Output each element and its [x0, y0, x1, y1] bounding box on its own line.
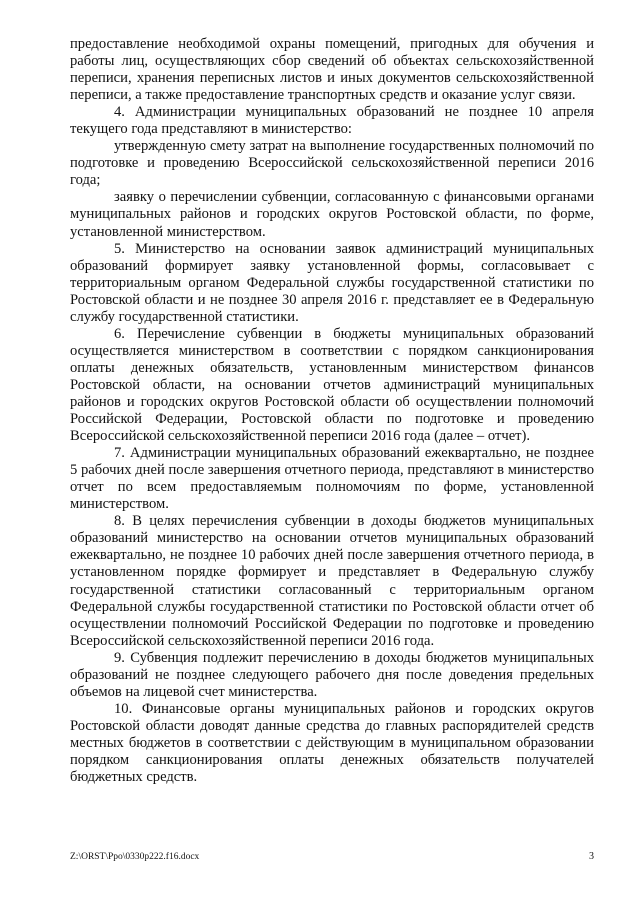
paragraph-4-deadline: 4. Администрации муниципальных образований не позднее 10 апреля текущего года представляют в министерство: — [70, 104, 594, 138]
paragraph-4-cost-estimate: утвержденную смету затрат на выполнение государственных полномочий по подготовке и проведению Всероссийской сельскохозяйственной переписи 2016 года; — [70, 138, 594, 189]
paragraph-7: 7. Администрации муниципальных образований ежеквартально, не позднее 5 рабочих дней после завершения отчетного периода, представляют в министерство отчет по всем предоставляемым полномочиям по форме, установленной министерством. — [70, 445, 594, 513]
footer-file-path: Z:\ORST\Ppo\0330p222.f16.docx — [70, 852, 200, 862]
paragraph-6: 6. Перечисление субвенции в бюджеты муниципальных образований осуществляется министерством в соответствии с порядком санкционирования оплаты денежных обязательств, установленным министерством финансов Ростовской области, на основании отчетов администраций муниципальных районов и городских округов Ростовской области об осуществлении полномочий Российской Федерации, Ростовской области по подготовке и проведению Всероссийской сельскохозяйственной переписи 2016 года (далее – отчет). — [70, 325, 594, 445]
document-body — [70, 36, 594, 786]
paragraph-4-subvention-request: заявку о перечислении субвенции, согласованную с финансовыми органами муниципальных районов и городских округов Ростовской области, по форме, установленной министерством. — [70, 189, 594, 240]
paragraph-10: 10. Финансовые органы муниципальных районов и городских округов Ростовской области доводят данные средства до главных распорядителей средств местных бюджетов в соответствии с действующим в муниципальном образовании порядком санкционирования оплаты денежных обязательств получателей бюджетных средств. — [70, 700, 594, 786]
paragraph-continuation-services: предоставление необходимой охраны помещений, пригодных для обучения и работы лиц, осуществляющих сбор сведений об объектах сельскохозяйственной переписи, хранения переписных листов и иных документов сельскохозяйственной переписи, а также предоставление транспортных средств и оказание услуг связи. — [70, 36, 594, 104]
page-footer — [70, 850, 594, 864]
paragraph-5: 5. Министерство на основании заявок администраций муниципальных образований формирует заявку установленной формы, согласовывает с территориальным органом Федеральной службы государственной статистики по Ростовской области и не позднее 30 апреля 2016 г. представляет ее в Федеральную службу государственной статистики. — [70, 240, 594, 325]
paragraph-8: 8. В целях перечисления субвенции в доходы бюджетов муниципальных образований министерство на основании отчетов муниципальных образований ежеквартально, не позднее 10 рабочих дней после завершения отчетного периода, в установленном порядке формирует и представляет в Федеральную службу государственной статистики согласованный с территориальным органом Федеральной службы государственной статистики по Ростовской области отчет об осуществлении полномочий Российской Федерации по подготовке и проведению Всероссийской сельскохозяйственной переписи 2016 года. — [70, 513, 594, 649]
paragraph-9: 9. Субвенция подлежит перечислению в доходы бюджетов муниципальных образований не позднее следующего рабочего дня после доведения предельных объемов на лицевой счет министерства. — [70, 649, 594, 700]
page-number: 3 — [589, 851, 594, 862]
